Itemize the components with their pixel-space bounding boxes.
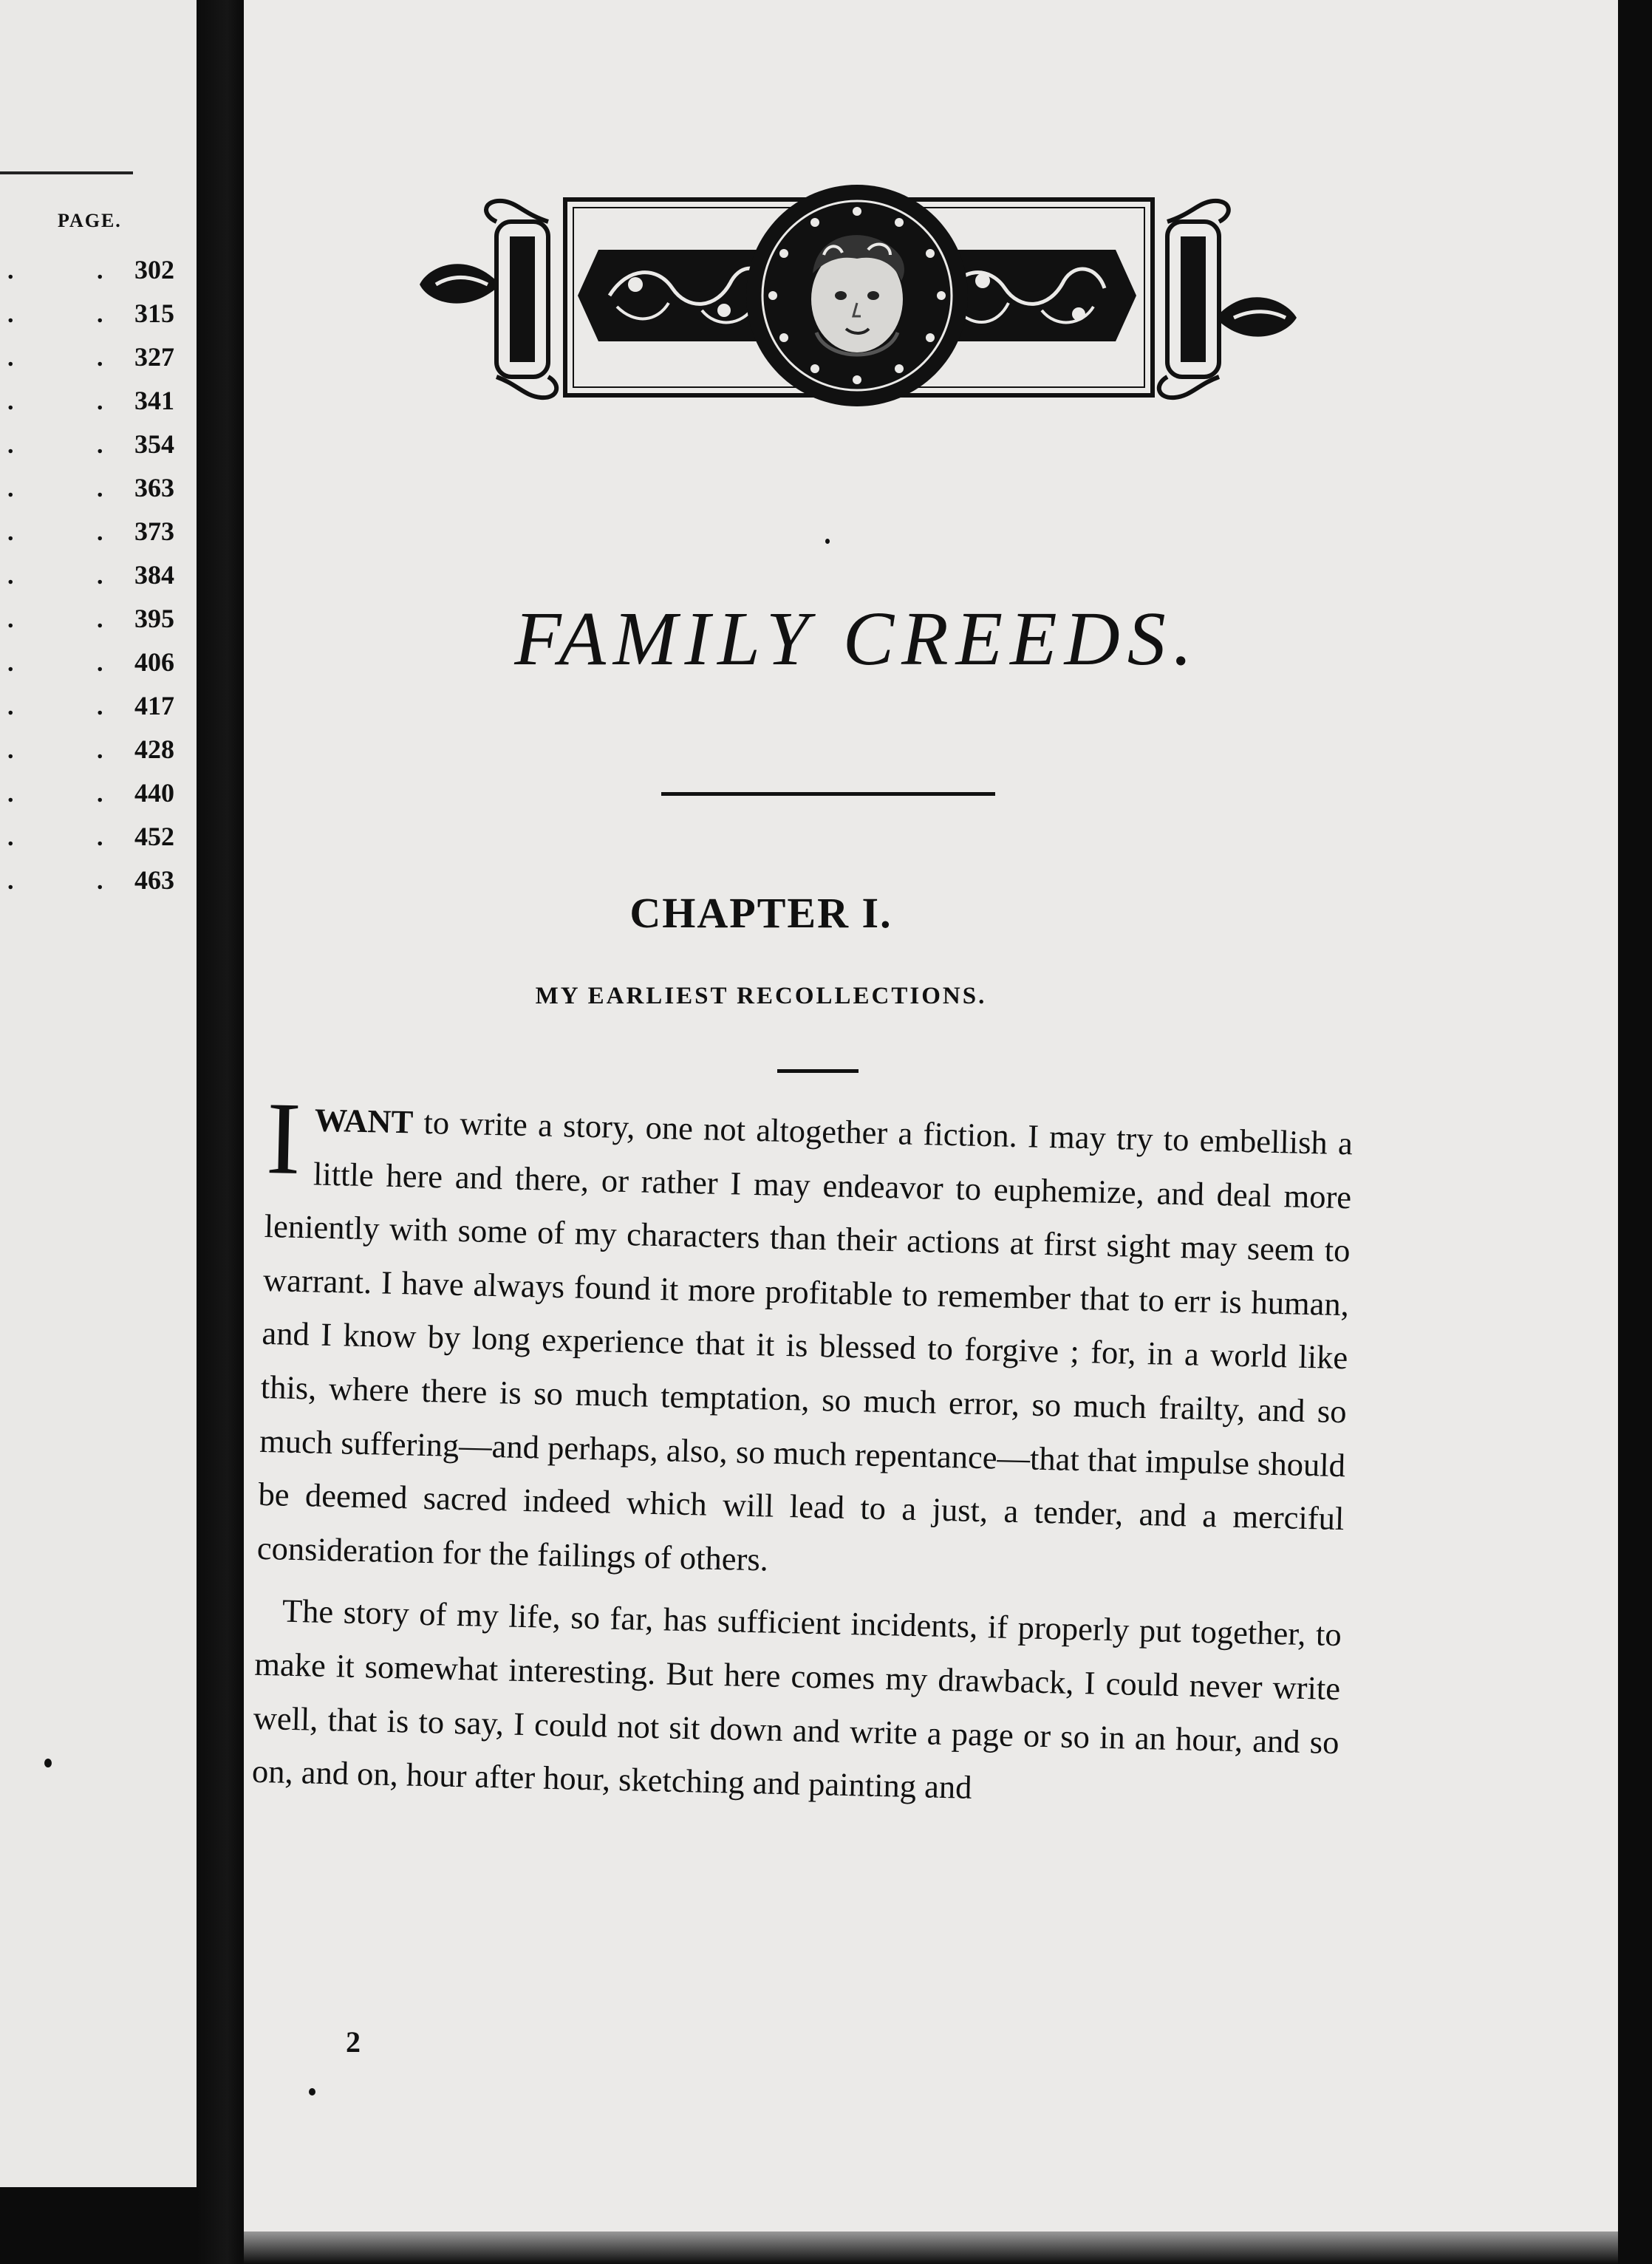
toc-row: [0, 382, 174, 426]
toc-row: [0, 556, 174, 600]
chapter-body: [251, 1081, 1354, 1823]
toc-row: [0, 469, 174, 513]
chapter-heading: CHAPTER I.: [629, 889, 892, 937]
toc-leader-dots: . .: [7, 606, 142, 633]
toc-row: [0, 338, 174, 382]
toc-page-number: 406: [134, 647, 174, 677]
toc-page-number: 302: [134, 255, 174, 284]
toc-row: [0, 513, 174, 556]
toc-page-number: 452: [134, 822, 174, 851]
opening-word: WANT: [314, 1101, 414, 1141]
toc-page-number: 315: [134, 299, 174, 328]
chapter-rule: [777, 1069, 859, 1073]
toc-leader-dots: . .: [7, 344, 142, 372]
toc-row: [0, 774, 174, 818]
toc-page-number: 463: [134, 865, 174, 895]
paragraph: The story of my life, so far, has sufficient incidents, if properly put together, to make it somewhat interesting. But here comes my drawback, I could never write well, that is to say, I could not sit down and write a page or so in an hour, and so on, and on, hour after hour, sketching and painting and: [251, 1592, 1342, 1806]
toc-page-number: 428: [134, 734, 174, 764]
top-rule: [0, 171, 133, 174]
print-speck: [44, 1759, 52, 1767]
paragraph: [256, 1081, 1354, 1600]
paragraph-text: to write a story, one not altogether a fiction. I may try to embellish a little here and there, or rather I may endeavor to euphemize, and deal more leniently with some of my characters than their actions at first sight may seem to warrant. I have always found it more profitable to remember that to err is human, and I know by long experience that it is blessed to forgive ; for, in a world like this, where there is so much temptation, so much error, so much frailty, and so much suffering—and perhaps, also, so much repentance—that that impulse should be deemed sacred indeed which will lead to a just, a tender, and a merciful consideration for the failings of others.: [256, 1103, 1354, 1578]
headpiece-ornament-icon: [414, 185, 1300, 406]
print-speck: [309, 2088, 315, 2096]
toc-leader-dots: . .: [7, 737, 142, 764]
drop-cap: I: [264, 1081, 302, 1197]
toc-list: [0, 251, 174, 905]
page-number: 2: [346, 2025, 361, 2059]
toc-leader-dots: . .: [7, 562, 142, 590]
toc-leader-dots: . .: [7, 780, 142, 808]
toc-row: [0, 426, 174, 469]
toc-page-number: 373: [134, 516, 174, 546]
toc-row: [0, 644, 174, 687]
toc-leader-dots: . .: [7, 519, 142, 546]
toc-row: [0, 251, 174, 295]
toc-page-heading: PAGE.: [58, 210, 122, 231]
toc-page-number: 384: [134, 560, 174, 590]
title-rule: [661, 792, 995, 796]
toc-row: [0, 295, 174, 338]
toc-row: [0, 818, 174, 862]
toc-row: [0, 731, 174, 774]
toc-leader-dots: . .: [7, 301, 142, 328]
toc-page-number: 354: [134, 429, 174, 459]
page-bottom-edge: [244, 2231, 1618, 2264]
book-gutter: [197, 0, 241, 2264]
toc-row: [0, 600, 174, 644]
toc-leader-dots: . .: [7, 388, 142, 415]
toc-page-number: 327: [134, 342, 174, 372]
toc-leader-dots: . .: [7, 649, 142, 677]
toc-leader-dots: . .: [7, 824, 142, 851]
toc-page-number: 417: [134, 691, 174, 720]
toc-leader-dots: . .: [7, 693, 142, 720]
chapter-subtitle: MY EARLIEST RECOLLECTIONS.: [535, 983, 987, 1009]
toc-leader-dots: . .: [7, 432, 142, 459]
print-speck: [825, 539, 830, 544]
toc-leader-dots: . .: [7, 867, 142, 895]
toc-page-number: 395: [134, 604, 174, 633]
toc-leader-dots: . .: [7, 257, 142, 284]
toc-page-number: 440: [134, 778, 174, 808]
toc-row: [0, 687, 174, 731]
toc-page-number: 363: [134, 473, 174, 502]
toc-page-number: 341: [134, 386, 174, 415]
left-facing-page: [0, 0, 197, 2187]
toc-leader-dots: . .: [7, 475, 142, 502]
book-title: FAMILY CREEDS.: [514, 596, 1200, 681]
